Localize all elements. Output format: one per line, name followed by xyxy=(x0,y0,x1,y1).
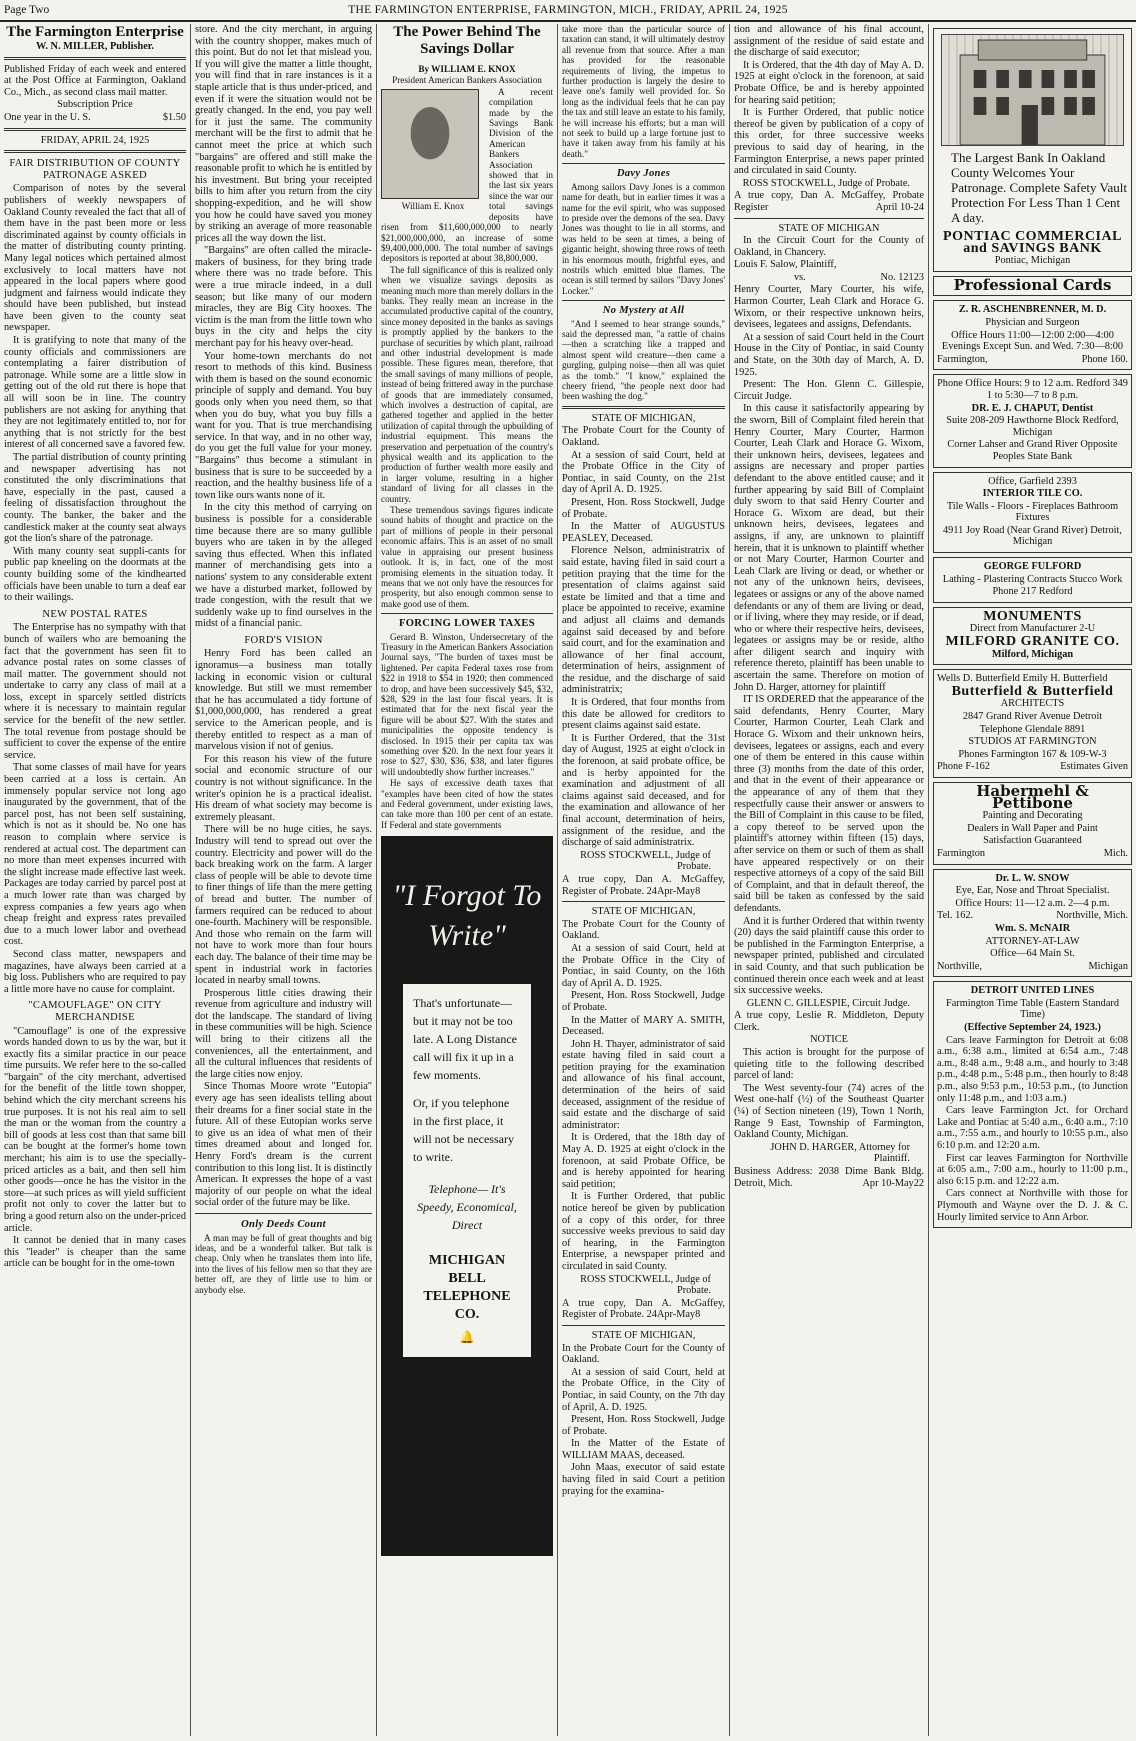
legal-notice-copy: A true copy, Dan A. McGaffey, Register of Probate. 24Apr-May8 xyxy=(562,1297,725,1321)
card-city: Farmington Mich. xyxy=(937,847,1128,859)
card-name: Wm. S. McNAIR xyxy=(994,922,1071,934)
ad-body: Or, if you telephone in the first place, it will not be necessary to write. xyxy=(413,1096,514,1165)
article-text: store. And the city merchant, in arguing with the country shopper, makes much of this point. But do not let that mislead you. If you will give the matter a little thought, you will find that in rare instances is it a staple article that is thus under-priced, and even if it were the situation would not be greatly changed. In the end, you pay well for it just the same. The community merchant will be the first to admit that he cannot meet the price at which such "bargains" are offered and still make the reasonable profit to which he is entitled by his investment. But bring your receipted bills to him after you return from the city shopping-expedition, and he will show you how he could have saved you money by striking an average of more reasonable prices all the way down the list. xyxy=(195,24,372,244)
article-text: With many county seat suppli-cants for public pap kneeling on the doormats at the county building some of the kindhearted officials have been unable to turn a deaf ear to their wailings. xyxy=(4,545,186,604)
bank-name: PONTIAC COMMERCIAL and SAVINGS BANK xyxy=(943,229,1122,256)
subscription-line: One year in the U. S. $1.50 xyxy=(4,111,186,123)
article-text: Henry Ford has been called an ignoramus—a business man totally lacking in economic vision or cultural knowledge. But still we must remember that he has accumulated a tidy fortune of $1,000,000,000, has rendered a great service to the American people, and is thereby entitled to respect as a man of marvelous vision if not of genius. xyxy=(195,648,372,753)
card-address: 2847 Grand River Avenue Detroit xyxy=(962,711,1103,722)
card-interior-tile xyxy=(933,472,1132,554)
legal-notice-text: tion and allowance of his final account, assignment of the residue of said estate and the discharge of said executor; xyxy=(734,24,924,59)
card-line: Tile Walls - Floors - Fireplaces Bathroom Fixtures xyxy=(946,500,1119,524)
ad-copy-box xyxy=(403,984,531,1357)
column-1 xyxy=(0,24,190,1736)
legal-notice-text: Present: The Hon. Glenn C. Gillespie, Circuit Judge. xyxy=(734,379,924,402)
legal-notice-text: John H. Thayer, administrator of said estate having filed in said court a petition praying for the examination and allowance of his final account, determination of the heirs of said deceased, assignment of the residue of said estate and the discharge of said administrator: xyxy=(562,1038,725,1131)
card-name: Habermehl & Pettibone xyxy=(976,781,1089,812)
ad-company: MICHIGAN BELL TELEPHONE CO. xyxy=(423,1253,511,1323)
timetable-text: Cars leave Farmington for Detroit at 6:08 a.m., 6:38 a.m., limited at 6:54 a.m., 7:48 a.m., 8:48 a.m., 9:48 a.m., and hourly to 3:48 p.m., 4:48 p.m., 5:48 p.m., then hourly to 8:48 p.m., also 9:53 p.m., 10:53 p.m., (to Junction only 11:48 p.m., and 1:03 a.m.) xyxy=(937,1034,1128,1104)
card-role: Physician and Surgeon xyxy=(985,316,1080,328)
card-line: Dealers in Wall Paper and Paint xyxy=(967,822,1098,834)
column-2 xyxy=(190,24,376,1736)
postal-rates-title: NEW POSTAL RATES xyxy=(42,608,148,620)
forcing-lower-taxes-title: FORCING LOWER TAXES xyxy=(399,618,535,630)
page-number: Page Two xyxy=(4,4,50,16)
legal-notice-court: The Probate Court for the County of Oakland. xyxy=(562,918,725,942)
column-6 xyxy=(928,24,1136,1736)
legal-notice-text: At a session of said Court, held at the Probate Office in the City of Pontiac, in said County, on the 21st day of April A. D. 1925. xyxy=(562,449,725,496)
card-name: Butterfield & Butterfield xyxy=(951,683,1114,699)
article-text: "And I seemed to hear strange sounds," said the depressed man, "a rattle of chains—then a scratching like a trapped and almost spent wild creature—then came a gurgling, gulping noise—then all was quiet as the tomb." "I know," explained the cheery friend, "the people next door had been washing the dog." xyxy=(562,318,725,402)
card-name: Dr. L. W. SNOW xyxy=(995,872,1070,884)
card-habermehl xyxy=(933,782,1132,865)
article-text: In the city this method of carrying on business is possible for a considerable time because there are so many gullible buyers who are taken in by the alleged saving thus effected. When this inflated manner of merchandising gets into a nations' system to any considerable extent we have a disturbed market, followed by trade congestion, with the result that we suddenly wake up to find ourselves in the midst of a financial panic. xyxy=(195,502,372,630)
legal-notice-text: IT IS ORDERED that the appearance of the said defendants, Henry Courter, Mary Courter, Harmon Courter, Leah Clark and Horace G. Wixom and their unknown heirs, devisees, legatees or assigns, each and every one of them be entered in this cause within three (3) months from the date of this order, and that in the event of their appearance or the appearance of any of them that they respectfully cause their answer or answers to the Bill of Complaint in this cause to be filed, a copy thereof to be served upon the plaintiff's attorney within fifteen (15) days, after service on them or such of them as shall have appeared respectively or on their respective attorneys of a copy of the said Bill of Complaint, and that in default thereof, the said bill be taken as confessed by the said defendants. xyxy=(734,694,924,914)
issue-date: FRIDAY, APRIL 24, 1925 xyxy=(40,134,150,146)
article-text: He says of excessive death taxes that "examples have been cited of how the states and Federal government, under existing laws, can take more than 100 per cent of an estate. If Federal and state governments xyxy=(381,778,553,830)
card-contact: Farmington, Phone 160. xyxy=(937,353,1128,365)
card-hours: Office Hours: 11—12 a.m. 2—4 p.m. xyxy=(955,897,1110,909)
card-line: Direct from Manufacturer 2-U xyxy=(969,623,1096,635)
legal-notice-text: At a session of said Court, held at the Probate Office in the City of Pontiac, in said County, on the 16th day of April A. D. 1925. xyxy=(562,942,725,989)
timetable-effective: (Effective September 24, 1923.) xyxy=(964,1022,1101,1034)
notice-title: NOTICE xyxy=(810,1034,848,1046)
legal-notice-plaintiff: Louis F. Salow, Plaintiff, xyxy=(734,259,837,271)
timetable-text: Cars leave Farmington Jct. for Orchard Lake and Pontiac at 5:40 a.m., 6:40 a.m., 7:10 a.m., 7:55 a.m., and hourly to 10:55 p.m., also 6:10 p.m. and 12:20 a.m. xyxy=(937,1105,1128,1151)
legal-notice-text: Florence Nelson, administratrix of said estate, having filed in said court a petition praying that the time for the presentation of claims against said estate be limited and that a time and place be appointed to receive, examine and adjust all claims and demands against said deceased by and before said court, and for the examination and allowance of her final account, determination of heirs, assignment of the residue, and the discharge of said administratrix; xyxy=(562,545,725,696)
article-text: That some classes of mail have for years been carried at a loss is certain. An immensely popular service not long ago inaugurated by the government, that of the parcel post, has not been self sustaining, which is not as it should be. No one has reason to complain where service is rendered at actual cost. The department can no more than meet expenses incurred with the slight increase made effective last week. Packages are today carried by parcel post at a much lower rate than was charged by express companies a few years ago when cheap freight and express rates prevailed due to a much lower labor and overhead cost. xyxy=(4,762,186,948)
legal-notice-text: It is Further Ordered, that the 31st day of August, 1925 at eight o'clock in the forenoon, at said probate office, be and is herby appointed for the examination and adjustment of all claims against said deceased, and for the examination and allowance of her final account, determination of heirs, assignment of the residue, and the discharge of said administratrix. xyxy=(562,732,725,849)
legal-notice-text: It is Ordered, that four months from this date be allowed for creditors to present claims against said estate. xyxy=(562,697,725,732)
ad-slogan: "I Forgot To Write" xyxy=(392,879,542,953)
card-name: INTERIOR TILE CO. xyxy=(982,488,1083,500)
legal-notice-heading: STATE OF MICHIGAN xyxy=(778,222,880,234)
card-line: Painting and Decorating xyxy=(982,810,1083,822)
column-4 xyxy=(557,24,729,1736)
bank-city: Pontiac, Michigan xyxy=(994,255,1071,267)
card-line: Satisfaction Guaranteed xyxy=(983,835,1082,847)
bank-building-illustration xyxy=(941,34,1124,146)
detroit-united-lines-timetable xyxy=(933,981,1132,1228)
card-aschenbrenner xyxy=(933,300,1132,370)
card-name: MILFORD GRANITE CO. xyxy=(945,634,1120,650)
column-5 xyxy=(729,24,928,1736)
power-behind-title: The Power Behind The Savings Dollar xyxy=(393,24,541,57)
article-text: "Camouflage" is one of the expressive words handed down to us by the war, but it exactly fits a similar practice in our peace time pursuits. We refer here to the so-called "bargain" of the city merchant, advertised for the benefit of the little town shopper, behind which the city merchant screens his true purposes. It is not his real aim to sell the man or the woman from the country a bill of goods at less cost than that same bill can be bought at the former's home town merchant; his aim is to use the specially-priced articles as a bait, and then sell him other goods—once he has the visitor in the store—at such prices as will yield sufficient profit not only to cover the latter but to bring a good return also on the under-priced article. xyxy=(4,1025,186,1234)
card-address: Suite 208-209 Hawthorne Block Redford, Michigan xyxy=(946,415,1119,438)
card-phone: Telephone Glendale 8891 xyxy=(979,723,1086,735)
card-city: Northville, Michigan xyxy=(937,960,1128,972)
professional-cards-header xyxy=(933,276,1132,297)
legal-notice-text: John Maas, executor of said estate having filed in said Court a petition praying for the examina- xyxy=(562,1462,725,1497)
card-hours: Office Hours 11:00—12:00 2:00—4:00 Evenings Except Sun. and Wed. 7:30—8:00 xyxy=(941,329,1124,353)
davy-jones-title: Davy Jones xyxy=(616,168,671,180)
legal-notice-text: It is Further Ordered, that public notice hereof be given by publication of a copy of this order, for three successive weeks previous to said day of hearing, in the Farmington Enterprise, a newspaper printed and circulated in said County. xyxy=(562,1191,725,1272)
legal-notice-court: In the Probate Court for the County of Oakland. xyxy=(562,1342,725,1366)
timetable-text: First car leaves Farmington for Northville at 6:05 a.m., 7:00 a.m., hourly to 11:00 p.m., also 6:15 p.m. and 12:22 a.m. xyxy=(937,1152,1128,1187)
article-text: For this reason his view of the future social and economic structure of our country is not without significance. In the writer's opinion he is a practical idealist. His dream of what society may become is extremely pleasant. xyxy=(195,753,372,823)
card-line: STUDIOS AT FARMINGTON xyxy=(968,736,1097,748)
article-text: The partial distribution of county printing and newspaper advertising has not constituted the only discriminations that have, especially in the past, caused a feeling of dissatisfaction throughout the county. The banker, the baker and the candlestick maker at the county seat always got the lion's share of the patronage. xyxy=(4,452,186,545)
article-text: Comparison of notes by the several publishers of weekly newspapers of Oakland County revealed the fact that all of them have in the past been more or less discriminated against by county officials in the matter of distributing county printing. Many legal notices which pertained almost exclusively to local matters have not appeared in the local papers where good judgment and fairness would indicate they should have been published, but instead have been given to the county seat newspaper. xyxy=(4,183,186,334)
card-phone: Office, Garfield 2393 xyxy=(988,475,1077,487)
article-text: Gerard B. Winston, Undersecretary of the Treasury in the American Bankers Association Journal says, "The burden of taxes must be lightened. Per capita Federal taxes rose from $22 in 1918 to $54 in 1920; then commenced to drop, and have been successively $45, $32, $28, $29 in the last four fiscal years. It is estimated that for the next fiscal year the figure will be about $27. With the states and municipalities the opposite tendency is disclosed. In 1915 their per capita tax was something over $20. In the next four years it rose to $27, $30, $36, $38, and later figures will undoubtedly show further increases." xyxy=(381,631,553,777)
legal-notice-text: Present, Hon. Ross Stockwell, Judge of Probate. xyxy=(562,496,725,520)
article-text: A recent compilation made by the Savings Bank Division of the American Bankers Association showed that in the last six years since the war our total savings deposits have risen from $11,600,000,000 to nearly $21,000,000,000, an increase of some $9,400,000,000. The total number of savings depositors is reported at about 38,800,000. xyxy=(381,86,553,264)
legal-notice-text: In the Matter of MARY A. SMITH, Deceased. xyxy=(562,1014,725,1038)
camouflage-title: "CAMOUFLAGE" ON CITY MERCHANDISE xyxy=(28,1000,162,1023)
legal-notice-text: This action is brought for the purpose of quieting title to the following described parcel of land: xyxy=(734,1047,924,1082)
legal-notice-text: It is Ordered, that the 18th day of May A. D. 1925 at eight o'clock in the forenoon, at said Probate Office, be and is hereby appointed for hearing said petition; xyxy=(562,1132,725,1190)
card-name: GEORGE FULFORD xyxy=(983,561,1082,573)
card-contact: Tel. 162. Northville, Mich. xyxy=(937,910,1128,922)
legal-notice-signature: GLENN C. GILLESPIE, Circuit Judge. xyxy=(746,997,910,1009)
card-role: ATTORNEY-AT-LAW xyxy=(985,935,1080,947)
legal-notice-copy: A true copy, Dan A. McGaffey, Register of Probate. 24Apr-May8 xyxy=(562,873,725,897)
legal-notice-text: And it is further Ordered that within twenty (20) days the said plaintiff cause this order to be published in the Farmington Enterprise, a newspaper printed, published and circulated in said County, and that such publication be continued therein once each week and at least six successive weeks. xyxy=(734,915,924,997)
ad-tagline: Telephone— It's Speedy, Economical, Direct xyxy=(417,1182,517,1233)
article-text: The Enterprise has no sympathy with that bunch of wailers who are bemoaning the fact that the government has seen fit to advance postal rates on some classes of mail matter. The government should not undertake to carry any class of mail at a loss, except in sparcely settled districts where it is necessary to maintain regular service for the benefit of the new settler. The total revenue from postage should be sufficient to cover the expense of the entire service. xyxy=(4,622,186,761)
legal-notice-signature: ROSS STOCKWELL, Judge of Probate. xyxy=(742,177,910,189)
portrait-caption: William E. Knox xyxy=(401,200,465,211)
card-milford-granite xyxy=(933,607,1132,665)
legal-notice-copy: A true copy, Dan A. McGaffey, Probate Register April 10-24 xyxy=(734,190,924,213)
card-phone: Phones Farmington 167 & 109-W-3 xyxy=(958,748,1107,760)
article-text: The full significance of this is realized only when we visualize savings deposits as meaning much more than merely dollars in the banks. They really mean an increase in the accumulated productive capital of the country, since money deposited in the banks as savings is promptly applied by the bankers to the purchase of securities by which plant, railroad and other industrial development is made possible. These figures mean, therefore, that the small savings of many millions of people, instead of being frittered away in the purchase of goods that are immediately consumed, which involves a destruction of capital, are gathered together and applied in the better utilization of capital through the upbuilding of industrial equipment. This means the preservation and perpetuation of the country's physical wealth and its application to the production of further wealth more easily and in larger volume, resulting in a higher standard of living for all classes in the country. xyxy=(381,264,553,504)
byline-role: President American Bankers Association xyxy=(392,75,542,86)
legal-notice-heading: STATE OF MICHIGAN, xyxy=(591,412,696,424)
timetable-title: DETROIT UNITED LINES xyxy=(970,985,1095,997)
card-phone: Phone F-162 Estimates Given xyxy=(937,761,1128,773)
article-text: Since Thomas Moore wrote "Eutopia" every age has seen idealists telling about their dreams for a finer social state in the future. All of these Eutopian works serve to give us an idea of what men of their times dreamed about and longed for. Henry Ford's dream is the current contribution to this long list. It is distinctly American. It expresses the hope of a vast majority of our people on what the ideal social order of the future may be like. xyxy=(195,1081,372,1209)
card-location: Corner Lahser and Grand River Opposite Peoples State Bank xyxy=(947,439,1118,462)
ad-body: That's unfortunate—but it may not be too late. A Long Distance call will fix it up in a few moments. xyxy=(413,996,517,1083)
card-snow xyxy=(933,869,1132,978)
card-address: 4911 Joy Road (Near Grand River) Detroit, Michigan xyxy=(943,524,1122,548)
legal-notice-address: Business Address: 2038 Dime Bank Bldg. Detroit, Mich. Apr 10-May22 xyxy=(734,1166,924,1189)
bell-icon: 🔔 xyxy=(459,1330,475,1345)
paper-title: The Farmington Enterprise xyxy=(6,24,184,40)
card-butterfield xyxy=(933,669,1132,778)
legal-notice-text: In the Matter of the Estate of WILLIAM MAAS, deceased. xyxy=(562,1438,725,1461)
card-names: Wells D. Butterfield Emily H. Butterfield xyxy=(937,673,1108,685)
legal-notice-signature: ROSS STOCKWELL, Judge of Probate. xyxy=(580,1273,711,1297)
legal-notice-text: It is Further Ordered, that public notice thereof be given by publication of a copy of this order, for three successive weeks previous to said day of hearing, in the Farmington Enterprise, a news paper printed and circulated in said County. xyxy=(734,107,924,177)
legal-notice-copy: A true copy, Leslie R. Middleton, Deputy Clerk. xyxy=(734,1010,924,1033)
legal-notice-signature: ROSS STOCKWELL, Judge of Probate. xyxy=(580,849,711,873)
legal-notice-attorney: JOHN D. HARGER, Attorney for Plaintiff. xyxy=(770,1141,910,1165)
fords-vision-title: FORD'S VISION xyxy=(244,634,323,646)
article-text: A man may be full of great thoughts and big ideas, and be a wonderful talker. But talk is cheap. Only when he translates them into life, into the lives of his fellow men so that they are better off, are they of little use to him or anybody else. xyxy=(195,1232,372,1295)
timetable-text: Cars connect at Northville with those for Plymouth and Wayne over the D. J. & C. Hourly limited service to Ann Arbor. xyxy=(937,1188,1128,1223)
legal-notice-text: In the Matter of AUGUSTUS PEASLEY, Deceased. xyxy=(562,521,725,544)
legal-notice-defendants: Henry Courter, Mary Courter, his wife, Harmon Courter, Leah Clark and Horace G. Wixom, or their respective unknown heirs, devisees, legatees and assigns, Defendants. xyxy=(734,284,924,331)
legal-notice-court: The Probate Court for the County of Oakland. xyxy=(562,425,725,448)
article-text: There will be no huge cities, he says. Industry will tend to spread out over the country. Electricity and power will do the back breaking work on the farm. A larger class of people will be able to devote time to finer things of life than the mere getting of bread and butter. The number of farmers required can be reduced to about one-fourth. Machinery will be responsible. And those who remain on the farm will not have to work more than four hours each day. The balance of their time may be spent in industrial work in factories located in nearby small towns. xyxy=(195,824,372,987)
legal-notice-text: At a session of said Court held in the Court House in the City of Pontiac, in said County and State, on the 30th day of March, A. D. 1925. xyxy=(734,331,924,378)
legal-notice-heading: STATE OF MICHIGAN, xyxy=(591,906,696,918)
article-text: "Bargains" are often called the miracle-makers of business, for they bring trade where there was no trade before. This were a true miracle indeed, in a dull season; but like many of our modern miracles, they are Big City hooxes. The victim is the man from the little town who buys in the city and helps the city merchant pay for his heavy over-head. xyxy=(195,245,372,350)
legal-notice-court: In the Circuit Court for the County of Oakland, in Chancery. xyxy=(734,235,924,258)
article-text: Second class matter, newspapers and magazines, have always been carried at a big loss. Publishers who are required to pay a little more have no cause for complaint. xyxy=(4,948,186,995)
card-chaput xyxy=(933,374,1132,467)
column-3 xyxy=(376,24,557,1736)
legal-notice-heading: STATE OF MICHIGAN, xyxy=(591,1329,696,1341)
article-text: take more than the particular source of taxation can stand, it will ultimately destroy all revenue from that source. After a man has provided for the reasonable requirements of living, the impetus to further production is largely the desire to leave one's family well provided for. So long as the individual feels that he can pay the tax and still leave an estate to his family, he will increase his efforts; but a man will not seek to build up a large fortune just to have it taken away from his family at his death." xyxy=(562,24,725,159)
legal-notice-text: Present, Hon. Ross Stockwell, Judge of Probate. xyxy=(562,1414,725,1437)
card-name: Z. R. ASCHENBRENNER, M. D. xyxy=(958,304,1107,316)
card-role: ARCHITECTS xyxy=(1000,698,1065,710)
card-fulford xyxy=(933,557,1132,603)
legal-notice-text: In this cause it satisfactorily appearing by the sworn, Bill of Complaint filed herein that Henry Courter, Mary Courter, Harmon Courter, Leah Clark and Horace G. Wixom, their unknown heirs, devisees, legatees and assigns are necessary and proper parties defendant to the above entitled cause; and it further appearing by said Bill of Complaint duly sworn to that said Henry Courter and Horace G. Wixom are dead, but their unknown heirs, devisees, legatees and assigns, if any, are unknown to plaintiff herein, that it is unknown to plaintiff whether or not Mary Courter, Harmon Courter and Leah Clark are living or dead, or whether or not any of the unknown heirs, devisees, legatees or assigns or any of the above named defendants or any of them are living or dead, or if living, where they may reside, or if dead, who or where their respective heirs, devisees, legatees or assigns may be or reside, altho after diligent search and inquiry with reference thereto, plaintiff has been unable to ascertain the same. Therefore on motion of John D. Harger, attorney for plaintiff xyxy=(734,403,924,693)
card-city: Milford, Michigan xyxy=(991,648,1074,660)
legal-notice-text: Present, Hon. Ross Stockwell, Judge of Probate. xyxy=(562,990,725,1013)
article-text: It is gratifying to note that many of the county officials and commissioners are contemplating a fairer distribution of patronage. While some are a little slow in getting out of the old rut there is hope that all will soon be in line. The country publishers are not asking for anything that they are not legitimately entitled to, nor for anything that is not strictly for the best interest of all concerned save a favored few. xyxy=(4,335,186,451)
card-phone: Phone 217 Redford xyxy=(992,586,1073,598)
legal-notice-text: At a session of said Court, held at the Probate Office, in the City of Pontiac, in said County, on the 7th day of April, A. D. 1925. xyxy=(562,1366,725,1413)
article-text: It cannot be denied that in many cases this "leader" is cheaper than the same article can be bought for in the ome-town xyxy=(4,1235,186,1270)
no-mystery-title: No Mystery at All xyxy=(602,305,685,317)
card-role: Eye, Ear, Nose and Throat Specialist. xyxy=(955,885,1110,897)
pontiac-bank-ad xyxy=(933,28,1132,272)
masthead xyxy=(0,0,1136,22)
byline: By WILLIAM E. KNOX xyxy=(418,64,516,74)
card-line: Lathing - Plastering Contracts Stucco Work xyxy=(942,573,1123,585)
publisher: W. N. MILLER, Publisher. xyxy=(36,41,154,52)
portrait-photo xyxy=(381,89,479,199)
article-text: Among sailors Davy Jones is a common name for death, but in earlier times it was a name for the evil spirit, who was supposed to preside over the demons of the sea. Davy Jones was thought to lie in all storms, and was held to be seen at times, a being of gigantic height, showing three rows of teeth in his enormous mouth, frightful eyes, and nostrils which emitted blue flames. The ocean is still termed by sailors "Davy Jones' Locker." xyxy=(562,181,725,296)
bank-ad-copy: The Largest Bank In Oakland County Welcomes Your Patronage. Complete Safety Vault Protection For Less Than 1 Cent A day. xyxy=(951,150,1127,225)
fair-distribution-title: FAIR DISTRIBUTION OF COUNTY PATRONAGE ASKED xyxy=(9,158,181,181)
publication-info: Published Friday of each week and entered at the Post Office at Farmington, Oakland Co., Mich., as second class mail matter. xyxy=(4,63,186,98)
card-hours: Phone Office Hours: 9 to 12 a.m. Redford 349 1 to 5:30—7 to 8 p.m. xyxy=(937,378,1128,401)
card-title: MONUMENTS xyxy=(983,608,1082,624)
page-heading: THE FARMINGTON ENTERPRISE, FARMINGTON, MICH., FRIDAY, APRIL 24, 1925 xyxy=(348,4,788,16)
card-name: DR. E. J. CHAPUT, Dentist xyxy=(971,402,1094,414)
subscription-head: Subscription Price xyxy=(57,99,133,111)
legal-notice-land: The West seventy-four (74) acres of the West one-half (½) of the Southeast Quarter (¼) of Section nineteen (19), Town 1 North, Range 9 East, Township of Farmington, Oakland County, Michigan. xyxy=(734,1082,924,1141)
timetable-subtitle: Farmington Time Table (Eastern Standard Time) xyxy=(946,997,1119,1021)
only-deeds-count-title: Only Deeds Count xyxy=(241,1218,326,1230)
legal-notice-text: It is Ordered, that the 4th day of May A. D. 1925 at eight o'clock in the forenoon, at said Probate Office, be and is hereby appointed for hearing said petition; xyxy=(734,59,924,106)
professional-cards-title: Professional Cards xyxy=(953,275,1112,294)
card-address: Office—64 Main St. xyxy=(990,948,1075,960)
article-text: These tremendous savings figures indicate sound habits of thought and practice on the part of millions of people in their personal economic affairs. This is an asset of no small value in appraising our present business outlook. It is, in fact, one of the most promising elements in the situation today. It means that we not only have the resources for prosperity, but also enough common sense to make good use of them. xyxy=(381,505,553,609)
legal-notice-case: vs. No. 12123 xyxy=(794,271,924,283)
article-text: Your home-town merchants do not resort to methods of this kind. Business with them is based on the sound economic principle of supply and demand. You buy goods only when you need them, so that when you do buy, what you buy fills a want for you. That is true merchandising service. In that way, and in no other way, do you get the full value for your money. "Bargains" thus become a stimulant in business that is sure to be succeeded by a reaction, and the healthy business life of a town like ours wants none of it. xyxy=(195,350,372,501)
michigan-bell-ad xyxy=(381,836,553,1556)
article-text: Prosperous little cities drawing their revenue from agriculture and industry will dot the landscape. The standard of living in these communities will be high. Science will bring to their citizens all the conveniences, all the entertainment, and all the cultural influences that residents of the large cities now enjoy. xyxy=(195,987,372,1080)
